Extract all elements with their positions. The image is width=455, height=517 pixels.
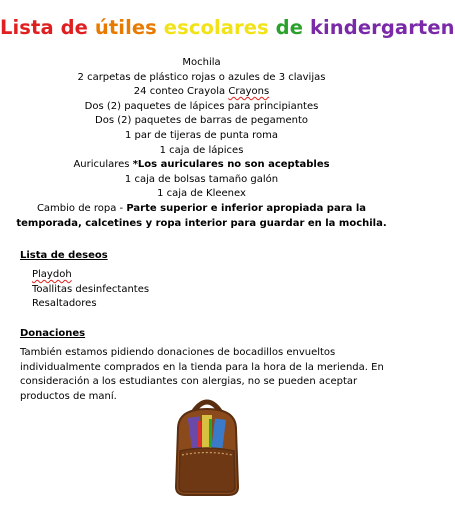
supply-crayons-brand: Crayons (228, 86, 270, 98)
page-title (0, 16, 455, 39)
wishlist-item: Resaltadores (32, 298, 97, 310)
supply-item: Mochila (182, 57, 221, 68)
supply-item (10, 202, 393, 231)
supply-item: 1 caja de bolsas tamaño galón (124, 173, 279, 185)
title-word: Lista (0, 16, 54, 39)
title-word: escolares (163, 16, 269, 39)
supply-clothes-label: Cambio de ropa - (36, 202, 127, 214)
supply-item: 1 caja de Kleenex (157, 188, 246, 200)
supply-item (10, 85, 393, 100)
title-word: kindergarten (309, 16, 455, 39)
supplies-list (10, 56, 393, 231)
title-word: de (60, 16, 88, 39)
supply-item: 1 par de tijeras de punta roma (124, 129, 279, 141)
supply-item (10, 158, 393, 173)
donations-heading: Donaciones (20, 328, 86, 339)
supply-headphones-note: *Los auriculares no son aceptables (132, 159, 330, 171)
supply-crayons-text: 24 conteo Crayola (133, 86, 229, 98)
supply-clothes-note: Parte superior e inferior apropiada para la temporada, calcetines y ropa interior para guardar en la mochila. (16, 202, 387, 229)
pencil-icon (198, 421, 201, 447)
wishlist-item: Toallitas desinfectantes (32, 283, 150, 295)
supply-item: Dos (2) paquetes de lápices para principiantes (84, 100, 319, 112)
wishlist-item: Playdoh (32, 269, 72, 280)
donations-text: También estamos pidiendo donaciones de bocadillos envueltos individualmente comprados en la tienda para la hora de la merienda. En consideración a los estudiantes con alergias, no se pueden aceptar productos de maní. (20, 347, 384, 402)
title-word: de (275, 16, 304, 39)
supply-item: Dos (2) paquetes de barras de pegamento (95, 115, 308, 127)
wishlist-heading: Lista de deseos (20, 250, 108, 261)
supply-item: 2 carpetas de plástico rojas o azules de 3 clavijas (77, 71, 326, 83)
wishlist (32, 268, 149, 312)
pencil-icon (209, 419, 212, 447)
supply-headphones-label: Auriculares (73, 159, 133, 171)
title-word: útiles (94, 16, 157, 39)
supply-item: 1 caja de lápices (159, 144, 244, 156)
backpack-image (168, 395, 246, 499)
